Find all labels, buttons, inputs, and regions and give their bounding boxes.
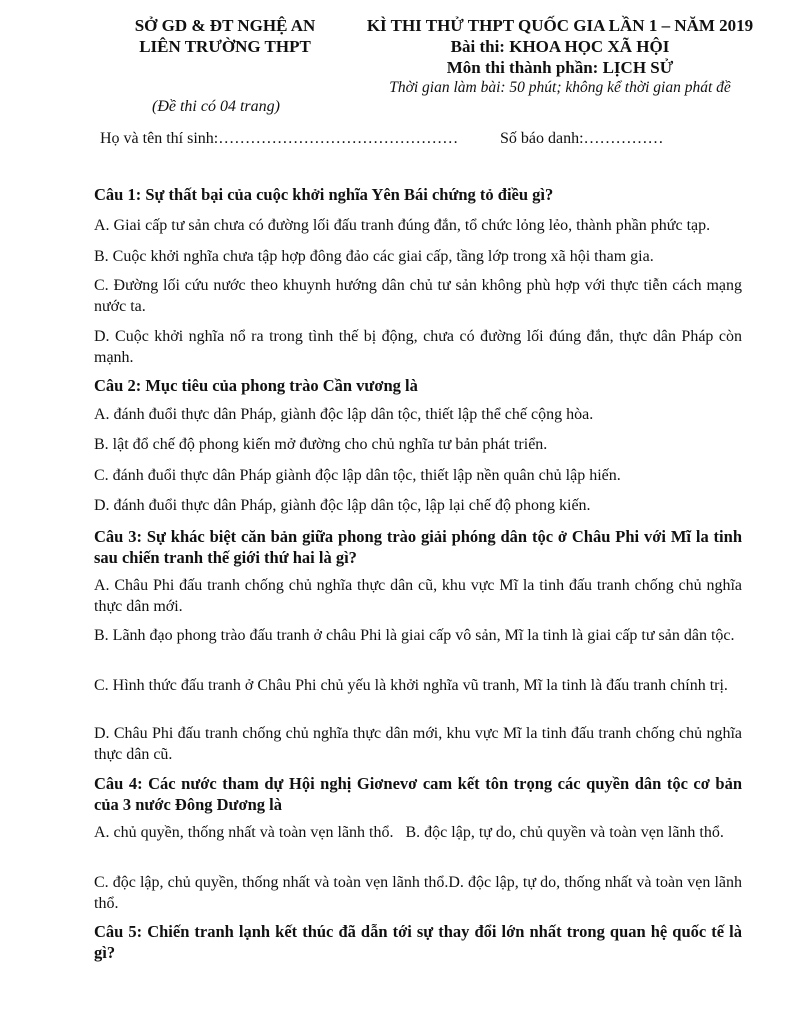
question-4-option-cd: C. độc lập, chủ quyền, thống nhất và toàn vẹn lãnh thổ.D. độc lập, tự do, thống nhất và toàn vẹn lãnh thổ. <box>94 874 742 912</box>
question-1-title: Câu 1: Sự thất bại của cuộc khởi nghĩa Yên Bái chứng tỏ điều gì? <box>94 185 554 204</box>
question-1-option-d: D. Cuộc khởi nghĩa nổ ra trong tình thế bị động, chưa có đường lối đúng đắn, thực dân Pháp còn mạnh. <box>94 328 742 366</box>
question-2-option-a: A. đánh đuổi thực dân Pháp, giành độc lập dân tộc, thiết lập thể chế cộng hòa. <box>94 406 594 423</box>
question-5-title: Câu 5: Chiến tranh lạnh kết thúc đã dẫn tới sự thay đổi lớn nhất trong quan hệ quốc tế là gì? <box>94 922 742 962</box>
question-1-option-a: A. Giai cấp tư sản chưa có đường lối đấu tranh đúng đắn, tổ chức lỏng lẻo, thành phần phức tạp. <box>94 217 711 234</box>
school-name: LIÊN TRƯỜNG THPT <box>139 37 311 56</box>
question-2-option-b: B. lật đổ chế độ phong kiến mở đường cho chủ nghĩa tư bản phát triển. <box>94 436 548 453</box>
candidate-name-field: Họ và tên thí sinh:……………………………………… <box>100 130 459 147</box>
question-2-title: Câu 2: Mục tiêu của phong trào Cần vương là <box>94 376 418 395</box>
exam-duration: Thời gian làm bài: 50 phút; không kể thời gian phát đề <box>389 79 731 96</box>
question-2-option-c: C. đánh đuổi thực dân Pháp giành độc lập dân tộc, thiết lập nền quân chủ lập hiến. <box>94 467 621 484</box>
question-3-option-d: D. Châu Phi đấu tranh chống chủ nghĩa thực dân mới, khu vực Mĩ la tinh đấu tranh chống chủ nghĩa thực dân cũ. <box>94 725 742 763</box>
page-count-note: (Đề thi có 04 trang) <box>152 98 280 115</box>
candidate-id-field: Số báo danh:…………… <box>500 130 664 147</box>
question-4-title: Câu 4: Các nước tham dự Hội nghị Giơnevơ cam kết tôn trọng các quyền dân tộc cơ bản của 3 nước Đông Dương là <box>94 774 742 814</box>
question-3-option-b: B. Lãnh đạo phong trào đấu tranh ở châu Phi là giai cấp vô sản, Mĩ la tinh là giai cấp tư sản dân tộc. <box>94 627 735 644</box>
question-2-option-d: D. đánh đuổi thực dân Pháp, giành độc lập dân tộc, lập lại chế độ phong kiến. <box>94 497 591 514</box>
question-3-option-a: A. Châu Phi đấu tranh chống chủ nghĩa thực dân cũ, khu vực Mĩ la tinh đấu tranh chống chủ nghĩa thực dân mới. <box>94 577 742 615</box>
department-name: SỞ GD & ĐT NGHỆ AN <box>134 16 316 35</box>
exam-component: Môn thi thành phần: LỊCH SỬ <box>446 58 674 77</box>
question-1-option-b: B. Cuộc khởi nghĩa chưa tập hợp đông đảo các giai cấp, tầng lớp trong xã hội tham gia. <box>94 248 654 265</box>
question-3-option-c: C. Hình thức đấu tranh ở Châu Phi chủ yếu là khởi nghĩa vũ tranh, Mĩ la tinh là đấu tranh chính trị. <box>94 677 728 694</box>
question-4-option-ab: A. chủ quyền, thống nhất và toàn vẹn lãnh thổ. B. độc lập, tự do, chủ quyền và toàn vẹn lãnh thổ. <box>94 824 724 841</box>
question-3-title: Câu 3: Sự khác biệt căn bản giữa phong trào giải phóng dân tộc ở Châu Phi với Mĩ la tinh sau chiến tranh thế giới thứ hai là gì? <box>94 527 742 567</box>
question-1-option-c: C. Đường lối cứu nước theo khuynh hướng dân chủ tư sản không phù hợp với thực tiễn cách mạng nước ta. <box>94 277 742 315</box>
exam-title: KÌ THI THỬ THPT QUỐC GIA LẦN 1 – NĂM 2019 <box>366 16 754 35</box>
exam-subject: Bài thi: KHOA HỌC XÃ HỘI <box>450 37 670 56</box>
